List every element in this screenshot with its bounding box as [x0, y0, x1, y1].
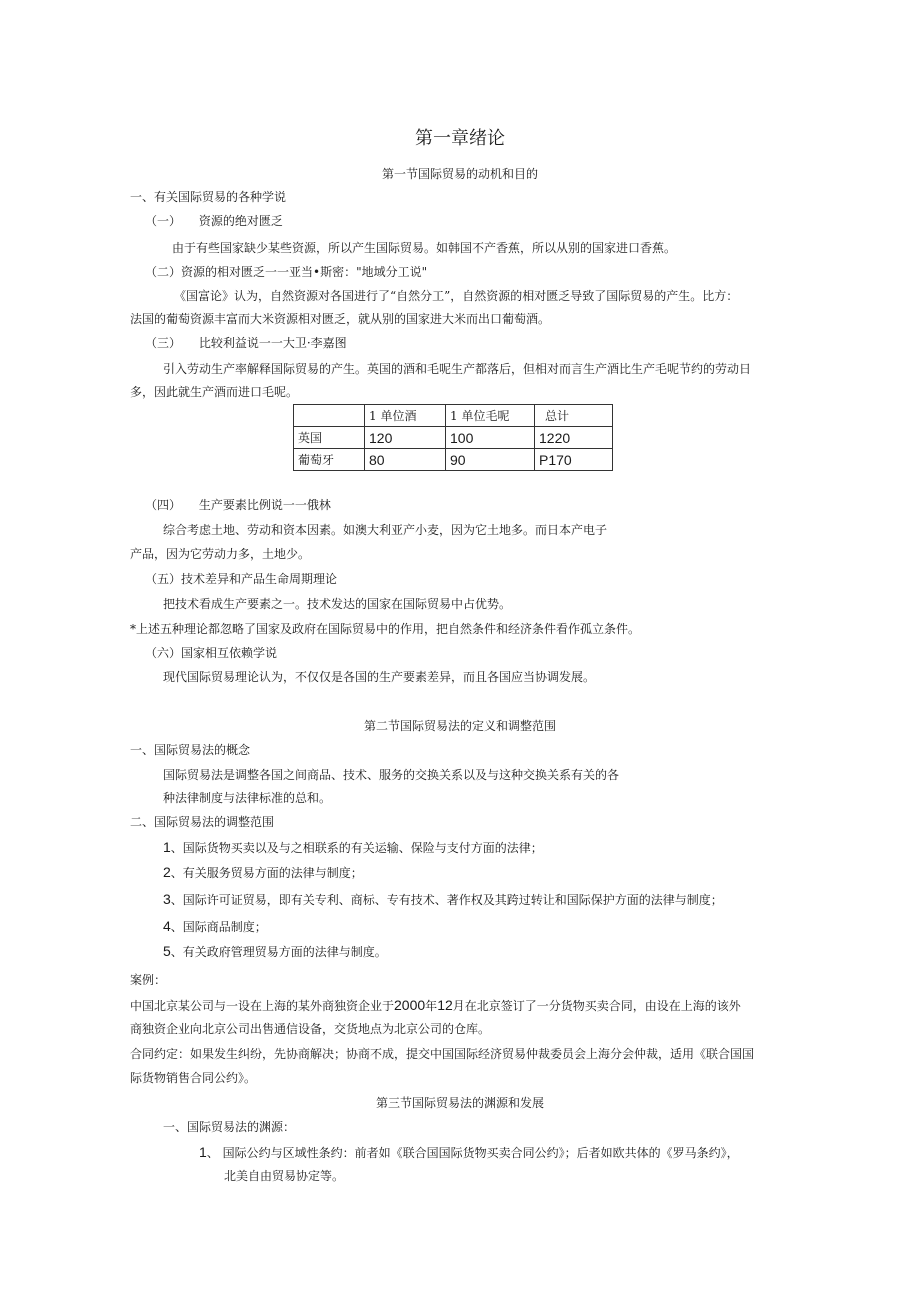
list-item-number: 3: [163, 891, 171, 907]
list-item-text: 、有关政府管理贸易方面的法律与制度。: [170, 945, 387, 959]
table-header-cell: 总计: [535, 405, 613, 427]
list-item: [163, 891, 723, 908]
list-item-number: 1: [199, 1144, 207, 1160]
heading-scope: 二、国际贸易法的调整范围: [130, 815, 275, 829]
paragraph: 种法律制度与法律标准的总和。: [163, 791, 332, 805]
table-cell: 120: [365, 427, 446, 449]
table-cell: 英国: [294, 427, 365, 449]
list-item-number: 2: [163, 864, 171, 880]
subheading-1-text: 资源的绝对匮乏: [198, 214, 283, 228]
table-header-cell: 1 单位毛呢: [446, 405, 535, 427]
case-paragraph: 合同约定：如果发生纠纷，先协商解决；协商不成，提交中国国际经济贸易仲裁委员会上海分会仲裁，适用《联合国国: [130, 1047, 755, 1061]
table-cell: 100: [446, 427, 535, 449]
case-paragraph: 际货物销售合同公约》。: [130, 1071, 257, 1085]
paragraph: 《国富论》认为，自然资源对各国进行了“自然分工”，自然资源的相对匮乏导致了国际贸易的产生。比方：: [174, 289, 739, 303]
paragraph: 法国的葡萄资源丰富而大米资源相对匮乏，就从别的国家进大米而出口葡萄酒。: [130, 312, 551, 326]
section-heading-2: 第二节国际贸易法的定义和调整范围: [363, 719, 556, 733]
paragraph: 引入劳动生产率解释国际贸易的产生。英国的酒和毛呢生产都落后，但相对而言生产酒比生产毛呢节约的劳动日: [163, 362, 752, 376]
table-row: [294, 449, 613, 471]
subheading-4-label: （四）: [145, 498, 182, 512]
heading-sources: 一、国际贸易法的渊源：: [163, 1120, 296, 1134]
note: *上述五种理论都忽略了国家及政府在国际贸易中的作用，把自然条件和经济条件看作孤立条件。: [130, 622, 641, 636]
paragraph: 产品，因为它劳动力多，土地少。: [130, 547, 311, 561]
case-paragraph: [130, 997, 741, 1014]
chapter-title: 第一章绪论: [415, 128, 505, 149]
section-heading-1: 第一节国际贸易的动机和目的: [381, 167, 538, 181]
table-row: [294, 427, 613, 449]
list-item-text: 、有关服务贸易方面的法律与制度；: [170, 866, 363, 880]
subheading-3-label: （三）: [145, 336, 182, 350]
paragraph: 多，因此就生产酒而进口毛呢。: [130, 385, 299, 399]
subheading-3-text: 比较利益说一一大卫·李嘉图: [198, 336, 347, 350]
list-item-number: 4: [163, 918, 171, 934]
subheading-1-label: （一）: [145, 214, 182, 228]
table-header-cell: [294, 405, 365, 427]
subheading-2: （二）资源的相对匮乏一一亚当•斯密："地域分工说": [145, 265, 428, 279]
table-cell: 1220: [535, 427, 613, 449]
comparative-table: [293, 404, 613, 471]
paragraph: 把技术看成生产要素之一。技术发达的国家在国际贸易中占优势。: [163, 597, 512, 611]
list-item: [163, 839, 543, 856]
list-item-text: 、 国际公约与区域性条约：前者如《联合国国际货物买卖合同公约》；后者如欧共体的《罗马条约》，: [206, 1146, 739, 1160]
case-paragraph: 商独资企业向北京公司出售通信设备，交货地点为北京公司的仓库。: [130, 1022, 491, 1036]
table-cell: 葡萄牙: [294, 449, 365, 471]
case-label: 案例：: [130, 973, 167, 987]
case-text: 中国北京某公司与一设在上海的某外商独资企业于: [130, 999, 395, 1013]
list-item-continuation: 北美自由贸易协定等。: [224, 1169, 345, 1183]
list-item-text: 、国际商品制度；: [170, 920, 267, 934]
paragraph: 由于有些国家缺少某些资源，所以产生国际贸易。如韩国不产香蕉，所以从别的国家进口香蕉。: [172, 241, 677, 255]
list-item-number: 5: [163, 943, 171, 959]
list-item: [163, 943, 387, 960]
subheading-3: [145, 335, 347, 351]
case-text: 年: [425, 999, 438, 1013]
case-year: 2000: [394, 997, 426, 1013]
paragraph: 国际贸易法是调整各国之间商品、技术、服务的交换关系以及与这种交换关系有关的各: [163, 768, 620, 782]
subheading-1: [145, 213, 283, 229]
list-item-text: 、国际许可证贸易，即有关专利、商标、专有技术、著作权及其跨过转让和国际保护方面的法律与制度；: [170, 893, 723, 907]
table-header-row: [294, 405, 613, 427]
list-item: [163, 918, 267, 935]
subheading-4: [145, 497, 331, 513]
subheading-5: （五）技术差异和产品生命周期理论: [145, 572, 338, 586]
subheading-6: （六）国家相互依赖学说: [145, 646, 278, 660]
table-cell: P170: [535, 449, 613, 471]
paragraph: 现代国际贸易理论认为，不仅仅是各国的生产要素差异，而且各国应当协调发展。: [163, 670, 596, 684]
table-cell: 80: [365, 449, 446, 471]
heading-concept: 一、国际贸易法的概念: [130, 743, 251, 757]
paragraph: 综合考虑土地、劳动和资本因素。如澳大利亚产小麦，因为它土地多。而日本产电子: [163, 523, 608, 537]
subheading-4-text: 生产要素比例说一一俄林: [198, 498, 331, 512]
heading-theories: 一、有关国际贸易的各种学说: [130, 190, 287, 204]
table-cell: 90: [446, 449, 535, 471]
list-item-text: 、国际货物买卖以及与之相联系的有关运输、保险与支付方面的法律；: [170, 841, 543, 855]
table-header-cell: 1 单位酒: [365, 405, 446, 427]
list-item: [163, 864, 363, 881]
case-text: 月在北京签订了一分货物买卖合同，由设在上海的该外: [452, 999, 741, 1013]
list-item: [199, 1144, 739, 1161]
list-item-number: 1: [163, 839, 171, 855]
section-heading-3: 第三节国际贸易法的渊源和发展: [375, 1096, 544, 1110]
case-month: 12: [437, 997, 453, 1013]
